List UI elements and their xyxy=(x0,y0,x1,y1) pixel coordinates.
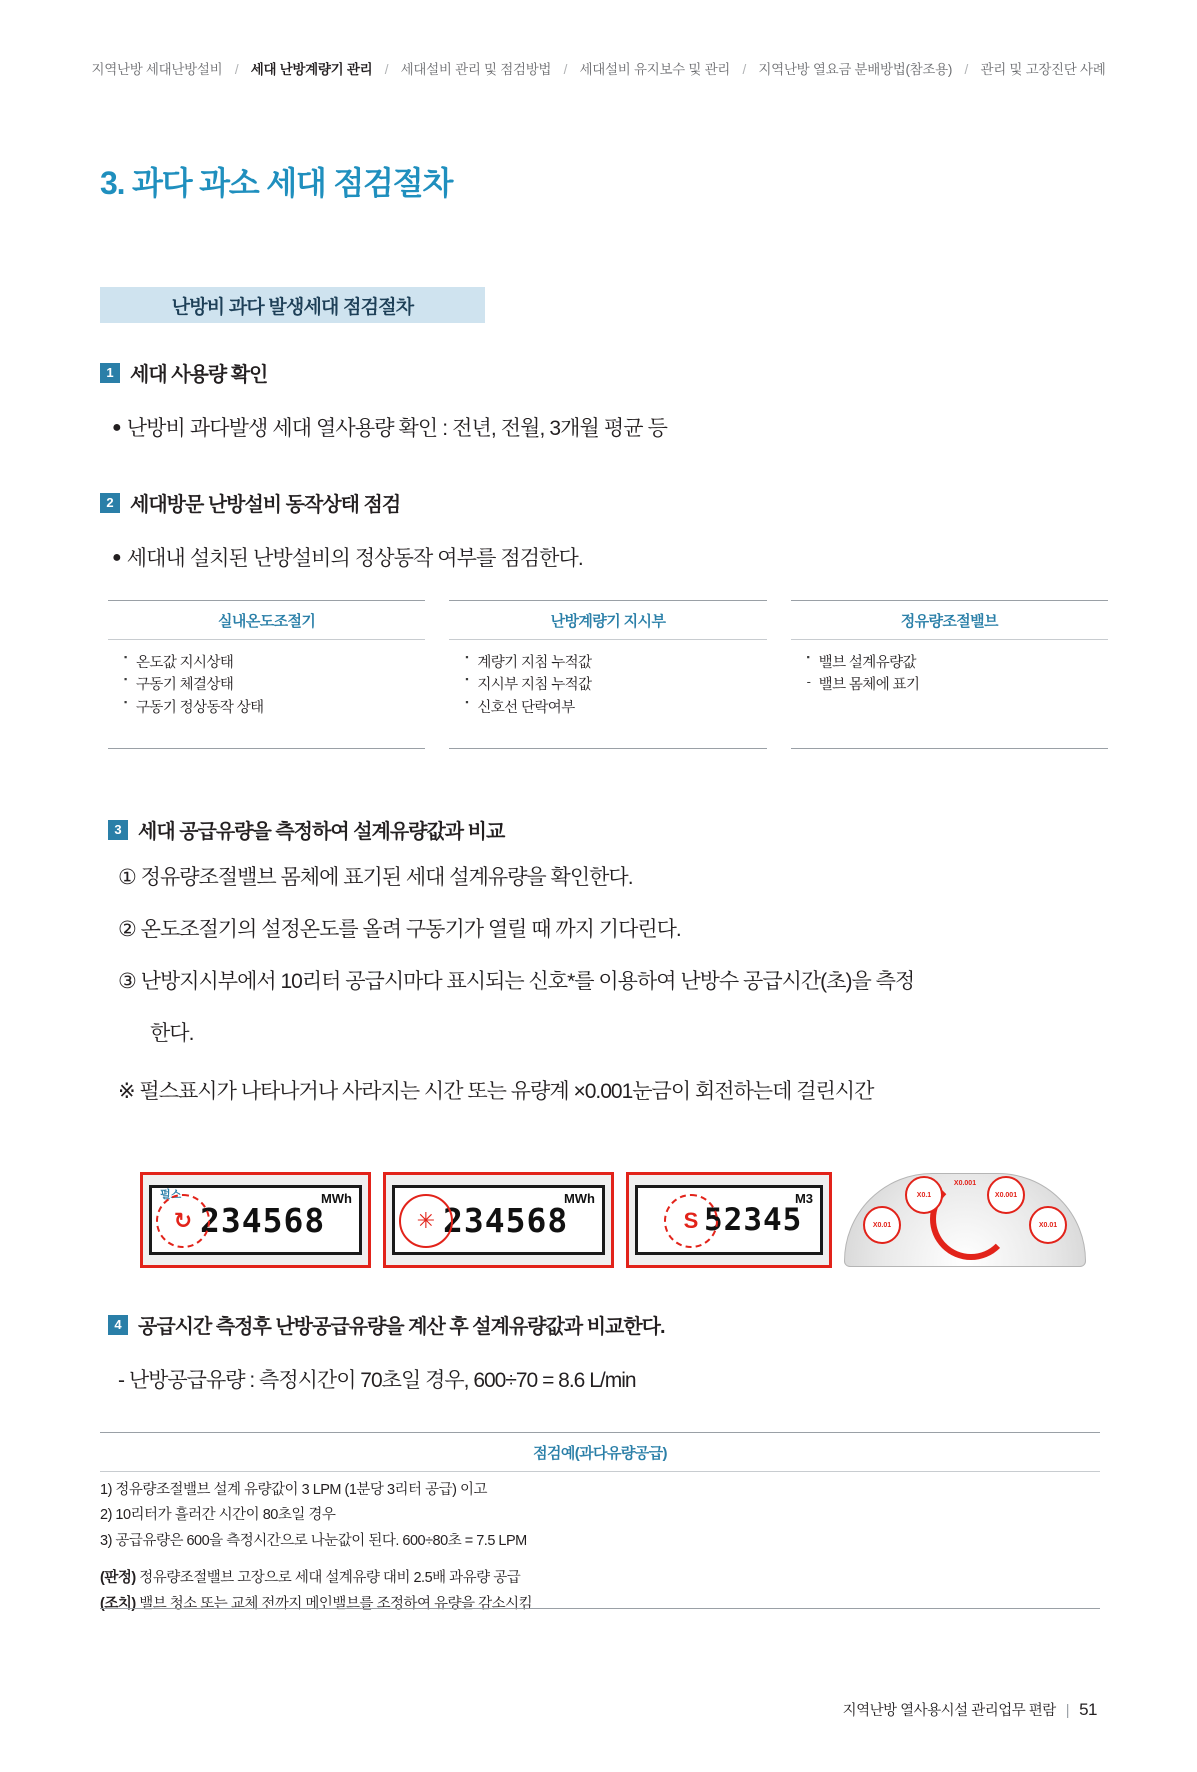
volume-meter xyxy=(626,1172,832,1268)
ordered-item-3-cont: 한다. xyxy=(150,1022,194,1045)
example-line-2: 2) 10리터가 흘러간 시간이 80초일 경우 xyxy=(100,1507,336,1524)
step1-bullet-text: 난방비 과다발생 세대 열사용량 확인 : 전년, 전월, 3개월 평균 등 xyxy=(126,417,667,440)
check-item: ▪ 밸브 설계유량값 xyxy=(807,652,1108,674)
step-heading-1 xyxy=(100,358,267,387)
check-item: ▪ 계량기 지침 누적값 xyxy=(465,652,766,674)
breadcrumb xyxy=(0,58,1197,78)
step2-bullet xyxy=(112,542,583,572)
breadcrumb-item-1[interactable]: 세대 난방계량기 관리 xyxy=(250,62,373,77)
pulse-meter-mid-unit: MWh xyxy=(563,1191,595,1206)
step-title-4: 공급시간 측정후 난방공급유량을 계산 후 설계유량값과 비교한다. xyxy=(138,1316,665,1338)
flow-dial-sub-4: X0.01 xyxy=(1029,1206,1067,1244)
step-badge-2: 2 xyxy=(100,493,120,513)
example-verdict xyxy=(100,1566,1100,1591)
spacer xyxy=(100,1554,1100,1566)
example-bottom-rule xyxy=(100,1608,1100,1609)
step-title-3: 세대 공급유량을 측정하여 설계유량값과 비교 xyxy=(138,821,505,843)
volume-meter-value: 52345 xyxy=(704,1202,803,1238)
breadcrumb-separator: / xyxy=(742,62,746,77)
breadcrumb-item-3[interactable]: 세대설비 유지보수 및 관리 xyxy=(579,62,731,77)
pulse-label: 펄스 xyxy=(160,1189,182,1201)
flow-dial-sub-1: X0.01 xyxy=(863,1206,901,1244)
breadcrumb-separator: / xyxy=(234,62,239,77)
check-item: ▪ 지시부 지침 누적값 xyxy=(465,674,766,696)
flow-dial-label-top: X0.001 xyxy=(953,1180,977,1187)
pulse-meter-left xyxy=(140,1172,371,1268)
pulse-meter-mid-lcd xyxy=(392,1185,605,1255)
check-column-flow-control-valve xyxy=(791,600,1108,749)
example-line-1: 1) 정유량조절밸브 설계 유량값이 3 LPM (1분당 3리터 공급) 이고 xyxy=(100,1482,487,1498)
example-verdict-text: 정유량조절밸브 고장으로 세대 설계유량 대비 2.5배 과유량 공급 xyxy=(135,1570,521,1587)
step2-bullet-text: 세대내 설치된 난방설비의 정상동작 여부를 점검한다. xyxy=(126,547,583,570)
check-column-header-1: 난방계량기 지시부 xyxy=(449,600,766,640)
check-column-body-1 xyxy=(449,640,766,749)
check-column-heat-meter-display xyxy=(449,600,766,749)
bullet-dot-icon: ● xyxy=(112,419,121,436)
flow-dial xyxy=(844,1173,1086,1267)
check-column-body-2 xyxy=(791,640,1108,749)
example-action-label: (조치) xyxy=(100,1595,136,1612)
example-verdict-label: (판정) xyxy=(100,1570,136,1587)
volume-meter-lcd xyxy=(635,1185,823,1255)
pulse-meter-left-lcd xyxy=(149,1185,362,1255)
step-heading-3 xyxy=(108,815,504,844)
step-badge-1: 1 xyxy=(100,363,120,383)
breadcrumb-separator: / xyxy=(384,62,389,77)
page-number: 51 xyxy=(1079,1700,1097,1719)
step4-formula: - 난방공급유량 : 측정시간이 70초일 경우, 600÷70 = 8.6 L/min xyxy=(118,1369,636,1392)
example-action xyxy=(100,1592,1100,1617)
footer xyxy=(843,1699,1097,1720)
check-column-body-0 xyxy=(108,640,425,749)
example-action-text: 밸브 청소 또는 교체 전까지 메인밸브를 조정하여 유량을 감소시킴 xyxy=(135,1595,533,1612)
check-column-header-0: 실내온도조절기 xyxy=(108,600,425,640)
step1-bullet xyxy=(112,412,667,442)
step-title-2: 세대방문 난방설비 동작상태 점검 xyxy=(130,494,401,516)
ordered-note: ※ 펄스표시가 나타나거나 사라지는 시간 또는 유량계 ×0.001눈금이 회전하는데 걸린시간 xyxy=(118,1080,874,1103)
example-body xyxy=(100,1478,1100,1617)
check-item: ▪ 구동기 체결상태 xyxy=(124,674,425,696)
pulse-meter-left-unit: MWh xyxy=(320,1191,352,1206)
footer-bar: | xyxy=(1065,1703,1070,1719)
flow-dial-sub-3: X0.001 xyxy=(987,1176,1025,1214)
flow-dial-sub-2: X0.1 xyxy=(905,1176,943,1214)
section-banner xyxy=(100,287,485,323)
pulse-star-icon: ✳ xyxy=(399,1194,453,1248)
step-badge-3: 3 xyxy=(108,820,128,840)
check-column-header-2: 정유량조절밸브 xyxy=(791,600,1108,640)
check-item: ▪ 구동기 정상동작 상태 xyxy=(124,697,425,719)
page-title: 3. 과다 과소 세대 점검절차 xyxy=(100,165,453,201)
footer-text: 지역난방 열사용시설 관리업무 편람 xyxy=(842,1703,1056,1719)
step-badge-4: 4 xyxy=(108,1315,128,1335)
pulse-indicator-icon: ↻ xyxy=(156,1194,210,1248)
check-item-sub: - 밸브 몸체에 표기 xyxy=(807,674,1108,696)
check-columns xyxy=(108,600,1108,749)
pulse-meter-mid xyxy=(383,1172,614,1268)
check-item: ▪ 신호선 단락여부 xyxy=(465,697,766,719)
breadcrumb-item-0[interactable]: 지역난방 세대난방설비 xyxy=(91,62,223,77)
breadcrumb-item-2[interactable]: 세대설비 관리 및 점검방법 xyxy=(400,62,552,77)
step-title-1: 세대 사용량 확인 xyxy=(130,364,268,386)
breadcrumb-separator: / xyxy=(964,62,968,77)
bullet-dot-icon: ● xyxy=(112,549,121,566)
example-header: 점검예(과다유량공급) xyxy=(100,1432,1100,1472)
breadcrumb-item-5[interactable]: 관리 및 고장진단 사례 xyxy=(980,62,1106,77)
volume-pulse-icon: S xyxy=(664,1194,718,1248)
example-line-3: 3) 공급유량은 600을 측정시간으로 나눈값이 된다. 600÷80초 = 7.5 LPM xyxy=(100,1532,527,1549)
ordered-item-1: ① 정유량조절밸브 몸체에 표기된 세대 설계유량을 확인한다. xyxy=(118,866,633,889)
ordered-item-2: ② 온도조절기의 설정온도를 올려 구동기가 열릴 때 까지 기다린다. xyxy=(118,918,681,941)
check-item: ▪ 온도값 지시상태 xyxy=(124,652,425,674)
check-column-indoor-thermostat xyxy=(108,600,425,749)
meter-image-strip xyxy=(140,1160,1060,1280)
volume-meter-unit: M3 xyxy=(794,1191,813,1206)
section-banner-label: 난방비 과다 발생세대 점검절차 xyxy=(171,296,414,318)
pulse-meter-left-value: 234568 xyxy=(200,1200,326,1240)
step-heading-2 xyxy=(100,488,400,517)
breadcrumb-item-4[interactable]: 지역난방 열요금 분배방법(참조용) xyxy=(758,62,953,77)
pulse-meter-mid-value: 234568 xyxy=(443,1200,569,1240)
breadcrumb-separator: / xyxy=(563,62,568,77)
ordered-item-3: ③ 난방지시부에서 10리터 공급시마다 표시되는 신호*를 이용하여 난방수 공급시간(초)을 측정 xyxy=(118,970,915,993)
step-heading-4 xyxy=(108,1310,665,1339)
